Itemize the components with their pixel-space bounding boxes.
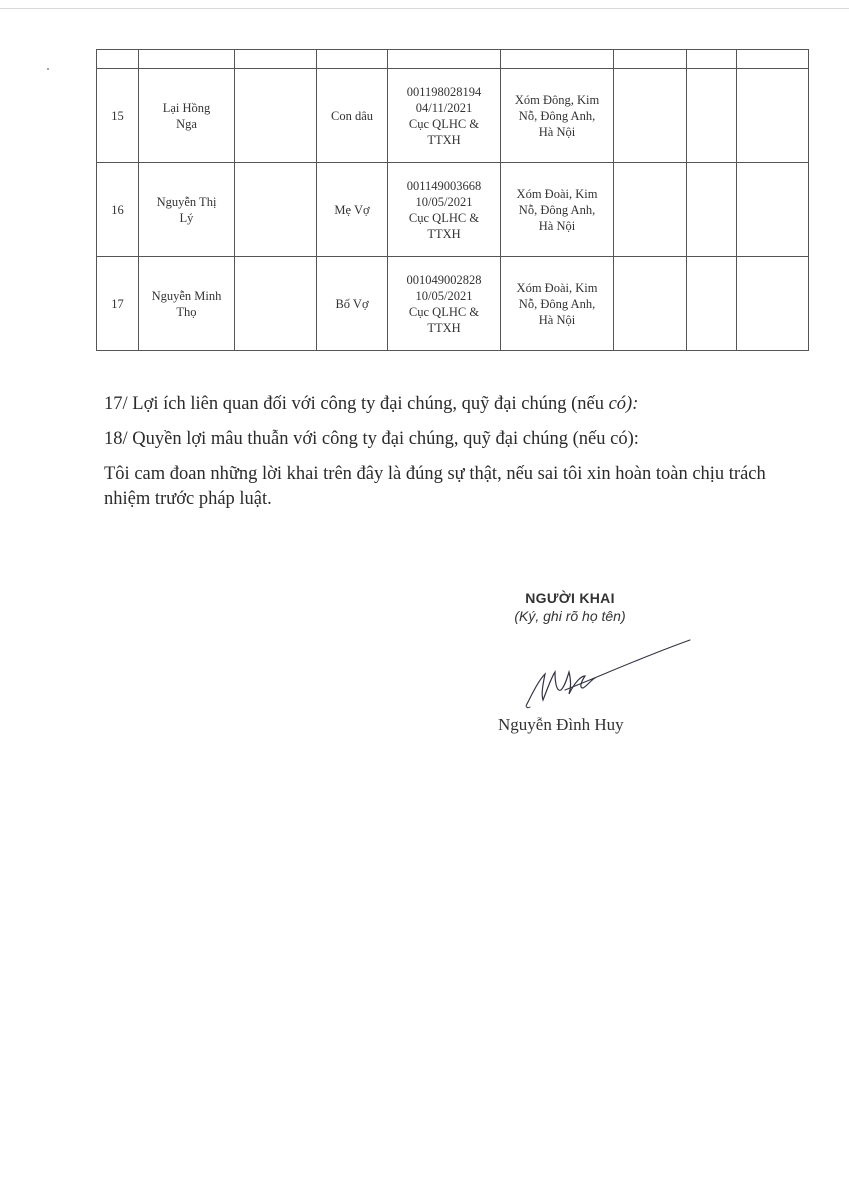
- cell-id: 001149003668 10/05/2021 Cục QLHC & TTXH: [388, 163, 501, 257]
- cell-col3: [235, 69, 317, 163]
- cell-id: 001198028194 04/11/2021 Cục QLHC & TTXH: [388, 69, 501, 163]
- table-top-row: [97, 50, 809, 69]
- cell-relation: Mẹ Vợ: [317, 163, 388, 257]
- cell-col9: [737, 257, 809, 351]
- cell-address: Xóm Đoài, Kim Nỗ, Đông Anh, Hà Nội: [501, 257, 614, 351]
- cell-col9: [737, 69, 809, 163]
- signature-note: (Ký, ghi rõ họ tên): [514, 608, 626, 624]
- table-row: [97, 69, 809, 163]
- cell-relation: Bố Vợ: [317, 257, 388, 351]
- cell-no: 16: [97, 163, 139, 257]
- cell-address: Xóm Đông, Kim Nỗ, Đông Anh, Hà Nội: [501, 69, 614, 163]
- cell-no: 17: [97, 257, 139, 351]
- signature-block: [470, 590, 670, 624]
- top-rule: [0, 8, 849, 9]
- cell-relation: Con dâu: [317, 69, 388, 163]
- cell-col7: [614, 257, 687, 351]
- cell-col7: [614, 69, 687, 163]
- commitment-paragraph: Tôi cam đoan những lời khai trên đây là đúng sự thật, nếu sai tôi xin hoàn toàn chịu trách nhiệm trước pháp luật.: [104, 464, 766, 509]
- table-row: [97, 163, 809, 257]
- cell-col8: [687, 257, 737, 351]
- cell-col8: [687, 69, 737, 163]
- cell-no: 15: [97, 69, 139, 163]
- related-persons-table: [96, 49, 809, 351]
- cell-address: Xóm Đoài, Kim Nỗ, Đông Anh, Hà Nội: [501, 163, 614, 257]
- signature-title: NGƯỜI KHAI: [525, 590, 615, 606]
- cell-name: Lại Hồng Nga: [139, 69, 235, 163]
- cell-col8: [687, 163, 737, 257]
- cell-id: 001049002828 10/05/2021 Cục QLHC & TTXH: [388, 257, 501, 351]
- handwritten-signature: [525, 632, 695, 712]
- cell-col3: [235, 163, 317, 257]
- scan-speck: [47, 68, 49, 70]
- item-17-line: 17/ Lợi ích liên quan đối với công ty đại chúng, quỹ đại chúng (nếu có):: [104, 394, 639, 414]
- item-18-line: 18/ Quyền lợi mâu thuẫn với công ty đại chúng, quỹ đại chúng (nếu có):: [104, 429, 639, 449]
- cell-name: Nguyễn Thị Lý: [139, 163, 235, 257]
- table-row: [97, 257, 809, 351]
- cell-col3: [235, 257, 317, 351]
- cell-col9: [737, 163, 809, 257]
- cell-name: Nguyễn Minh Thọ: [139, 257, 235, 351]
- cell-col7: [614, 163, 687, 257]
- signer-name: Nguyễn Đình Huy: [498, 715, 624, 734]
